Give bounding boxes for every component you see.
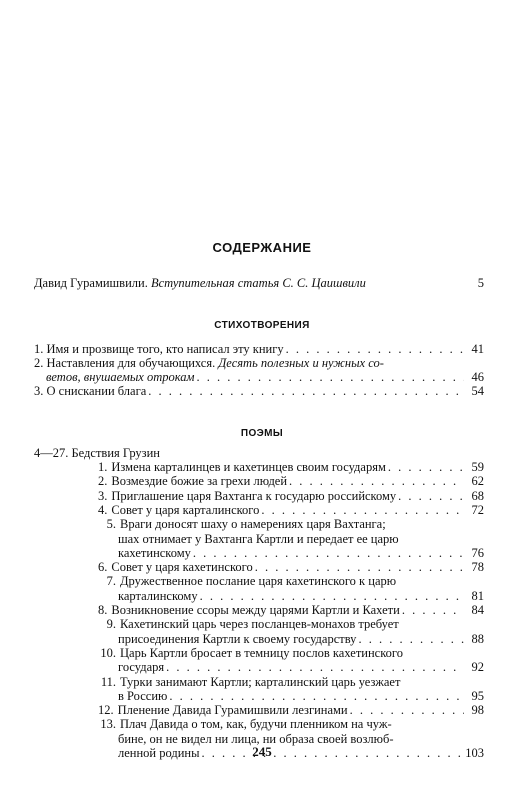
poem-entry-line[interactable]: [98, 574, 396, 588]
poem-entry-line[interactable]: [118, 589, 484, 603]
poem-title: Плач Давида о том, как, будучи пленником на чуж-: [120, 717, 392, 732]
page-number: 245: [252, 744, 272, 759]
section-heading-poems-short: СТИХОТВОРЕНИЯ: [214, 320, 310, 331]
dot-leader: [286, 342, 464, 356]
dot-leader: [197, 370, 464, 384]
toc-title: СОДЕРЖАНИЕ: [212, 240, 312, 255]
intro-page: 5: [477, 276, 484, 290]
poem-page: 81: [471, 588, 484, 603]
poem-page: 72: [471, 502, 484, 517]
poem-number: 9.: [106, 617, 116, 632]
entry-page: 46: [471, 370, 484, 384]
poem-page: 88: [471, 631, 484, 646]
poem-page: 103: [465, 746, 484, 760]
dot-leader: [358, 632, 464, 646]
toc-entry[interactable]: [34, 384, 484, 398]
poem-page: 62: [471, 474, 484, 489]
dot-leader: [388, 460, 464, 474]
poem-number: 5.: [106, 517, 116, 532]
poem-page: 84: [471, 603, 484, 617]
poem-title: Измена карталинцев и кахетинцев своим государям: [111, 460, 386, 474]
poem-entry-line[interactable]: [118, 689, 484, 703]
poem-entry-line[interactable]: [118, 546, 484, 560]
poem-entry-line[interactable]: [98, 489, 484, 503]
poem-entry-line[interactable]: [98, 675, 400, 689]
entry-title: 1. Имя и прозвище того, кто написал эту книгу: [34, 342, 284, 356]
poem-number: 3.: [98, 488, 108, 503]
poem-title: Возмездие божие за грехи людей: [111, 474, 288, 489]
poem-title: Турки занимают Картли; карталинский царь уезжает: [120, 674, 401, 689]
poem-entry-line[interactable]: [98, 703, 484, 717]
poem-page: 59: [471, 460, 484, 474]
entry-subtitle-cont: ветов, внушаемых отрокам: [46, 370, 195, 384]
poem-entry-line[interactable]: [98, 717, 392, 731]
poem-number: 11.: [100, 674, 116, 689]
poem-entry-line[interactable]: [98, 517, 386, 531]
dot-leader: [193, 546, 464, 560]
poem-entry-line[interactable]: [118, 632, 484, 646]
entry-title: 3. О снискании блага: [34, 384, 147, 398]
toc-entry-line[interactable]: [34, 356, 384, 370]
poem-entry-line[interactable]: [98, 560, 484, 574]
poem-number: 10.: [100, 645, 116, 660]
poem-number: 12.: [98, 703, 114, 718]
poem-number: 6.: [98, 560, 108, 575]
toc-entry[interactable]: [34, 342, 484, 356]
poem-title: Приглашение царя Вахтанга к государю российскому: [111, 488, 397, 503]
poem-title: присоединения Картли к своему государству: [118, 631, 357, 646]
poem-page: 76: [471, 545, 484, 560]
poem-title: Совет у царя карталинского: [111, 502, 260, 517]
section-heading-poems: ПОЭМЫ: [240, 428, 284, 439]
poem-entry-line[interactable]: [98, 474, 484, 488]
poem-title: ленной родины: [118, 746, 200, 760]
dot-leader: [402, 603, 464, 617]
poem-title: Враги доносят шаху о намерениях царя Вахтанга;: [120, 517, 386, 532]
poem-title: Совет у царя кахетинского: [111, 560, 253, 575]
poem-number: 1.: [98, 460, 108, 474]
dot-leader: [398, 489, 464, 503]
poem-number: 13.: [100, 717, 116, 732]
poem-entry-line[interactable]: [98, 646, 403, 660]
poem-page: 95: [471, 688, 484, 703]
entry-page: 41: [471, 342, 484, 356]
entry-title: 2. Наставления для обучающихся.: [34, 356, 216, 370]
entry-subtitle: Десять полезных и нужных со-: [218, 356, 384, 370]
poem-entry-line[interactable]: [98, 603, 484, 617]
poem-title: Возникновение ссоры между царями Картли и Кахети: [111, 603, 400, 617]
poem-entry-line[interactable]: [98, 503, 484, 517]
poem-title: Дружественное послание царя кахетинского к царю: [120, 574, 397, 589]
poem-entry-line[interactable]: [118, 532, 399, 546]
poem-title: Царь Картли бросает в темницу послов кахетинского: [120, 645, 403, 660]
intro-description: Вступительная статья С. С. Цаишвили: [150, 276, 366, 290]
poem-entry-line[interactable]: [98, 460, 484, 474]
poem-entry-line[interactable]: [118, 660, 484, 674]
poem-title: Кахетинский царь через посланцев-монахов требует: [120, 617, 399, 632]
toc-entry[interactable]: [46, 370, 484, 384]
dot-leader: [289, 474, 464, 488]
poem-page: 78: [471, 560, 484, 575]
dot-leader: [169, 689, 464, 703]
dot-leader: [261, 503, 464, 517]
poem-number: 7.: [106, 574, 116, 589]
group-title: 4—27. Бедствия Грузин: [34, 446, 160, 460]
poem-number: 2.: [98, 474, 108, 489]
toc-entry-intro[interactable]: [34, 276, 484, 290]
intro-author: Давид Гурамишвили.: [34, 276, 148, 290]
poem-title: шах отнимает у Вахтанга Картли и передает ее царю: [118, 531, 399, 546]
poem-title: государя: [118, 660, 165, 675]
poem-entry-line[interactable]: [98, 617, 399, 631]
entry-page: 54: [471, 384, 484, 398]
poem-page: 68: [471, 488, 484, 503]
poem-page: 92: [471, 660, 484, 675]
poem-title: кахетинскому: [118, 545, 191, 560]
poem-page: 98: [471, 703, 484, 718]
dot-leader: [350, 703, 464, 717]
poem-title: карталинскому: [118, 588, 198, 603]
poem-title: в Россию: [118, 688, 168, 703]
dot-leader: [200, 589, 464, 603]
poem-title: Пленение Давида Гурамишвили лезгинами: [117, 703, 348, 718]
poem-title: бине, он не видел ни лица, ни образа своей возлюб-: [118, 731, 394, 746]
poem-number: 4.: [98, 502, 108, 517]
poem-number: 8.: [98, 603, 108, 617]
dot-leader: [166, 660, 464, 674]
dot-leader: [255, 560, 464, 574]
dot-leader: [148, 384, 464, 398]
